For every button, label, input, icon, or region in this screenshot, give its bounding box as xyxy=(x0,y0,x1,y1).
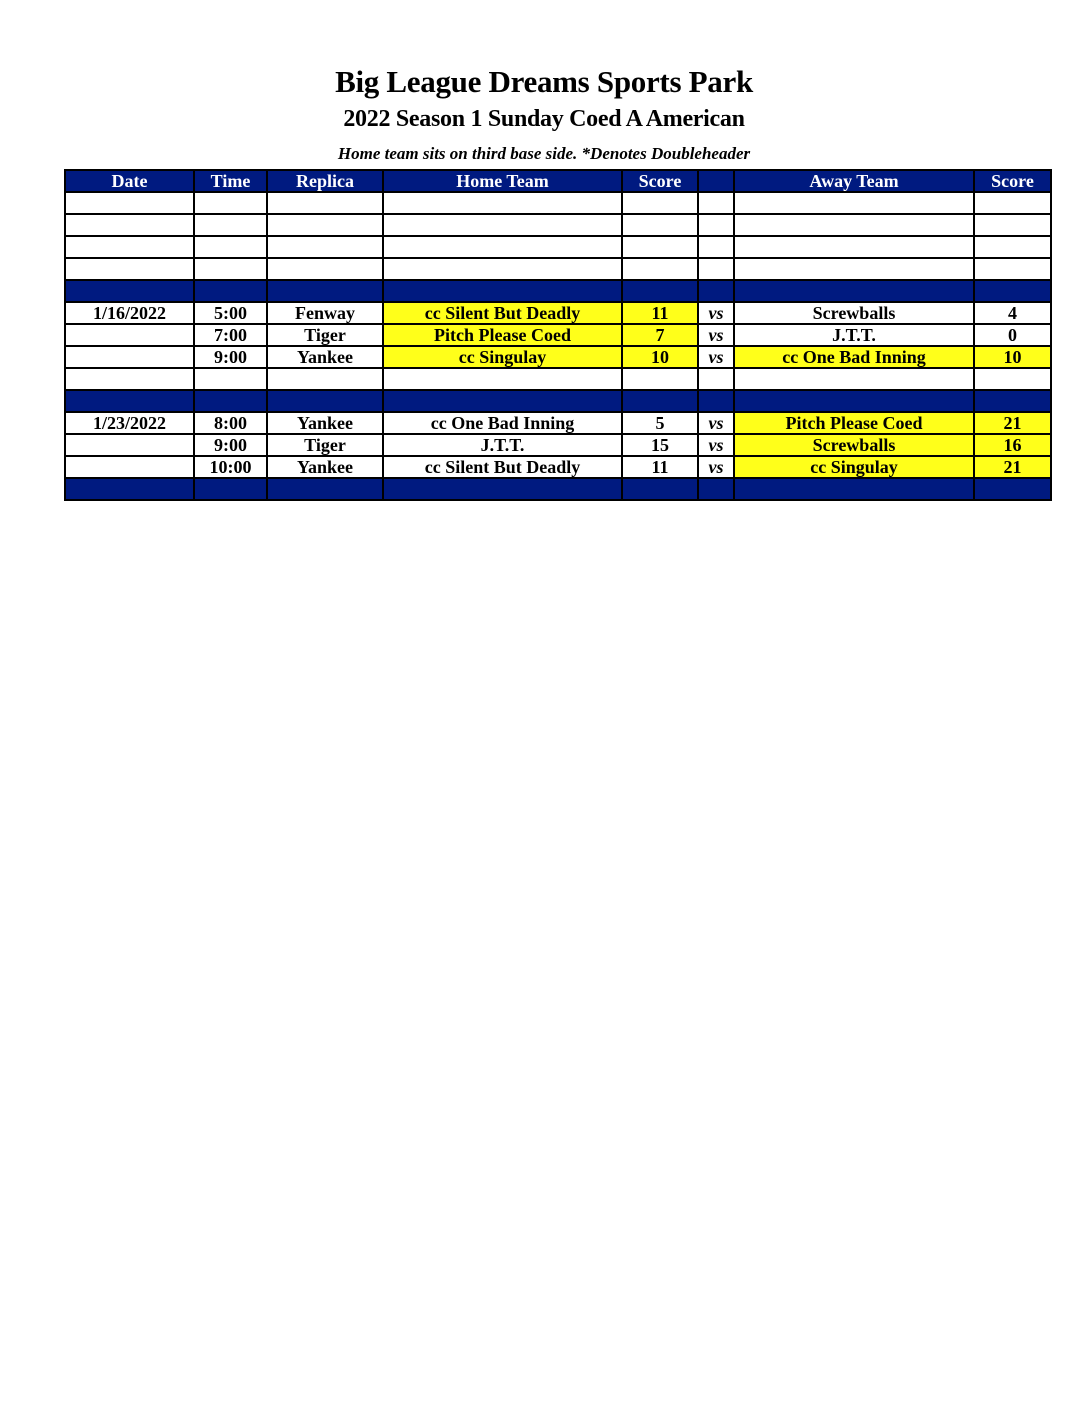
empty-cell xyxy=(194,192,267,214)
home-score: 5 xyxy=(622,412,698,434)
vs-label: vs xyxy=(698,434,734,456)
home-team: Pitch Please Coed xyxy=(383,324,622,346)
empty-cell xyxy=(194,258,267,280)
home-team: cc Silent But Deadly xyxy=(383,302,622,324)
separator-cell xyxy=(194,390,267,412)
separator-cell xyxy=(622,390,698,412)
home-team: cc Singulay xyxy=(383,346,622,368)
empty-cell xyxy=(383,236,622,258)
empty-cell xyxy=(734,214,974,236)
game-time: 10:00 xyxy=(194,456,267,478)
empty-cell xyxy=(194,368,267,390)
game-replica: Yankee xyxy=(267,412,383,434)
column-header-away-score: Score xyxy=(974,170,1051,192)
empty-cell xyxy=(974,368,1051,390)
game-date xyxy=(65,346,194,368)
empty-cell xyxy=(974,236,1051,258)
empty-cell xyxy=(974,214,1051,236)
empty-cell xyxy=(698,258,734,280)
separator-cell xyxy=(698,390,734,412)
away-score: 21 xyxy=(974,412,1051,434)
empty-cell xyxy=(65,368,194,390)
empty-cell xyxy=(734,258,974,280)
schedule-note: Home team sits on third base side. *Denotes Doubleheader xyxy=(337,144,751,163)
separator-cell xyxy=(734,280,974,302)
separator-cell xyxy=(698,478,734,500)
game-time: 5:00 xyxy=(194,302,267,324)
vs-label: vs xyxy=(698,346,734,368)
column-header-home-team: Home Team xyxy=(383,170,622,192)
away-team: cc Singulay xyxy=(734,456,974,478)
separator-cell xyxy=(734,478,974,500)
separator-cell xyxy=(698,280,734,302)
separator-cell xyxy=(734,390,974,412)
column-header-date: Date xyxy=(65,170,194,192)
header-row xyxy=(65,170,1051,192)
empty-cell xyxy=(698,214,734,236)
separator-cell xyxy=(194,478,267,500)
home-team: cc Silent But Deadly xyxy=(383,456,622,478)
game-row xyxy=(65,456,1051,478)
away-team: J.T.T. xyxy=(734,324,974,346)
empty-cell xyxy=(622,192,698,214)
away-score: 21 xyxy=(974,456,1051,478)
separator-cell xyxy=(383,478,622,500)
game-date xyxy=(65,324,194,346)
game-replica: Tiger xyxy=(267,434,383,456)
separator-cell xyxy=(194,280,267,302)
separator-cell xyxy=(65,478,194,500)
game-time: 7:00 xyxy=(194,324,267,346)
separator-cell xyxy=(974,390,1051,412)
empty-cell xyxy=(734,236,974,258)
separator-cell xyxy=(267,390,383,412)
empty-cell xyxy=(698,368,734,390)
empty-cell xyxy=(698,236,734,258)
column-header-time: Time xyxy=(194,170,267,192)
empty-row xyxy=(65,258,1051,280)
empty-cell xyxy=(698,192,734,214)
vs-label: vs xyxy=(698,324,734,346)
empty-cell xyxy=(267,192,383,214)
separator-cell xyxy=(974,478,1051,500)
away-score: 4 xyxy=(974,302,1051,324)
away-score: 10 xyxy=(974,346,1051,368)
home-score: 7 xyxy=(622,324,698,346)
empty-cell xyxy=(267,236,383,258)
empty-cell xyxy=(65,258,194,280)
separator-cell xyxy=(622,280,698,302)
game-date xyxy=(65,434,194,456)
empty-cell xyxy=(65,192,194,214)
game-row xyxy=(65,346,1051,368)
empty-cell xyxy=(267,214,383,236)
empty-cell xyxy=(194,236,267,258)
separator-row xyxy=(65,390,1051,412)
empty-cell xyxy=(267,368,383,390)
empty-cell xyxy=(65,214,194,236)
empty-cell xyxy=(974,192,1051,214)
home-score: 11 xyxy=(622,302,698,324)
separator-cell xyxy=(65,280,194,302)
separator-row xyxy=(65,280,1051,302)
vs-label: vs xyxy=(698,412,734,434)
empty-row xyxy=(65,214,1051,236)
page-subtitle: 2022 Season 1 Sunday Coed A American xyxy=(343,106,745,132)
column-header-vs xyxy=(698,170,734,192)
empty-cell xyxy=(974,258,1051,280)
empty-cell xyxy=(622,236,698,258)
separator-cell xyxy=(383,390,622,412)
empty-cell xyxy=(383,368,622,390)
vs-label: vs xyxy=(698,456,734,478)
game-replica: Yankee xyxy=(267,456,383,478)
game-time: 8:00 xyxy=(194,412,267,434)
empty-cell xyxy=(267,258,383,280)
page-title: Big League Dreams Sports Park xyxy=(335,64,753,99)
game-replica: Fenway xyxy=(267,302,383,324)
empty-cell xyxy=(734,192,974,214)
empty-row xyxy=(65,368,1051,390)
game-replica: Tiger xyxy=(267,324,383,346)
game-row xyxy=(65,412,1051,434)
schedule-table xyxy=(64,169,1052,501)
away-team: Screwballs xyxy=(734,302,974,324)
empty-cell xyxy=(622,214,698,236)
empty-cell xyxy=(383,258,622,280)
away-team: Screwballs xyxy=(734,434,974,456)
game-time: 9:00 xyxy=(194,434,267,456)
game-replica: Yankee xyxy=(267,346,383,368)
game-row xyxy=(65,302,1051,324)
away-score: 16 xyxy=(974,434,1051,456)
empty-cell xyxy=(65,236,194,258)
empty-row xyxy=(65,236,1051,258)
game-row xyxy=(65,434,1051,456)
home-score: 10 xyxy=(622,346,698,368)
game-row xyxy=(65,324,1051,346)
empty-row xyxy=(65,192,1051,214)
separator-cell xyxy=(267,478,383,500)
game-date: 1/23/2022 xyxy=(65,412,194,434)
home-team: J.T.T. xyxy=(383,434,622,456)
column-header-replica: Replica xyxy=(267,170,383,192)
column-header-home-score: Score xyxy=(622,170,698,192)
away-score: 0 xyxy=(974,324,1051,346)
separator-cell xyxy=(974,280,1051,302)
column-header-away-team: Away Team xyxy=(734,170,974,192)
vs-label: vs xyxy=(698,302,734,324)
empty-cell xyxy=(383,214,622,236)
separator-cell xyxy=(383,280,622,302)
empty-cell xyxy=(734,368,974,390)
game-date: 1/16/2022 xyxy=(65,302,194,324)
game-time: 9:00 xyxy=(194,346,267,368)
empty-cell xyxy=(622,258,698,280)
home-score: 11 xyxy=(622,456,698,478)
empty-cell xyxy=(622,368,698,390)
home-score: 15 xyxy=(622,434,698,456)
separator-cell xyxy=(622,478,698,500)
home-team: cc One Bad Inning xyxy=(383,412,622,434)
game-date xyxy=(65,456,194,478)
empty-cell xyxy=(383,192,622,214)
separator-row xyxy=(65,478,1051,500)
away-team: Pitch Please Coed xyxy=(734,412,974,434)
empty-cell xyxy=(194,214,267,236)
separator-cell xyxy=(267,280,383,302)
away-team: cc One Bad Inning xyxy=(734,346,974,368)
separator-cell xyxy=(65,390,194,412)
